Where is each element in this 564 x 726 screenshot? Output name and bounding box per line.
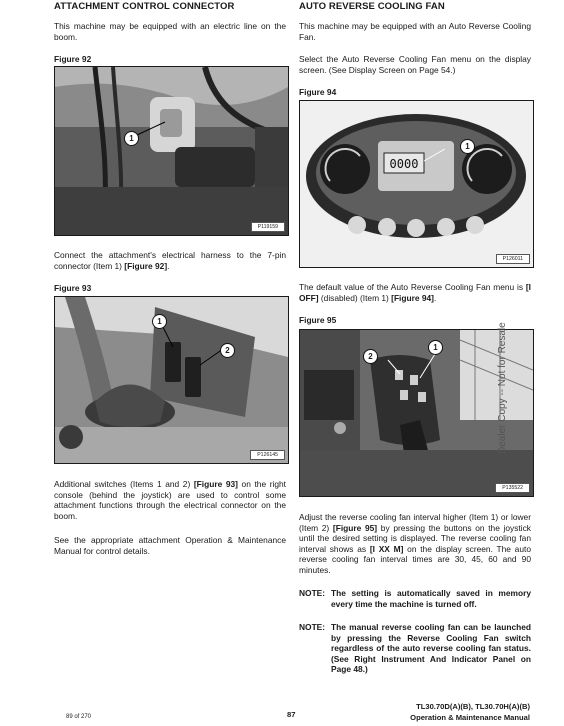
default-text-1: The default value of the Auto Reverse Cooling Fan menu is	[299, 282, 526, 292]
pdf-page-counter: 89 of 270	[66, 714, 92, 720]
dealer-copy-watermark: Dealer Copy -- Not for Resale	[497, 322, 508, 454]
figure-92-label: Figure 92	[54, 54, 92, 64]
section-heading-attachment-connector: ATTACHMENT CONTROL CONNECTOR	[54, 1, 235, 12]
select-menu-text: Select the Auto Reverse Cooling Fan menu on the display screen. (See Display Screen on Page 54.)	[299, 54, 531, 75]
display-readout: 0000	[389, 157, 419, 171]
note-1-text: The setting is automatically saved in memory every time the machine is turned off.	[331, 588, 531, 609]
figure-93-label: Figure 93	[54, 283, 92, 293]
see-manual-text: See the appropriate attachment Operation & Maintenance Manual for control details.	[54, 535, 286, 556]
console-switches-illustration	[55, 297, 288, 463]
fan-intro-text: This machine may be equipped with an Auto Reverse Cooling Fan.	[299, 21, 531, 42]
figure-94-label: Figure 94	[299, 87, 337, 97]
connect-harness-text	[54, 250, 286, 271]
figure-95-callout-1: 1	[428, 340, 443, 355]
connect-text: Connect the attachment's electrical harness to the 7-pin connector (Item 1)	[54, 250, 286, 271]
figure-95-callout-2: 2	[363, 349, 378, 364]
default-text-2: (disabled) (Item 1)	[318, 292, 392, 303]
default-off-value: [I OFF]	[299, 282, 531, 303]
note-2-text: The manual reverse cooling fan can be launched by pressing the Reverse Cooling Fan switch regardless of the auto reverse cooling fan status. (See Right Instrument And Indicator Panel on Page 48.)	[331, 622, 531, 675]
figure-92-callout-1: 1	[124, 131, 139, 146]
adjust-figure-ref: [Figure 95]	[332, 522, 378, 533]
connector-photo-illustration	[55, 67, 288, 235]
adjust-text-2: by pressing the buttons on the joystick until the desired setting is displayed. The reverse cooling fan interval shows as	[299, 522, 531, 554]
figure-94-code: P126011	[496, 254, 530, 264]
additional-text-2: on the right console (behind the joystick) are used to control some attachment functions through the electrical connector on the boom.	[54, 479, 287, 521]
section-heading-auto-reverse-fan: AUTO REVERSE COOLING FAN	[299, 1, 445, 12]
figure-93-callout-2: 2	[220, 343, 235, 358]
additional-figure-ref: [Figure 93]	[193, 479, 238, 489]
figure-94-callout-1: 1	[460, 139, 475, 154]
note-2-label: NOTE:	[299, 622, 326, 632]
adjust-text-1: Adjust the reverse cooling fan interval higher (Item 1) or lower (Item 2)	[299, 512, 531, 533]
adjust-interval-text	[299, 512, 531, 576]
note-1-label: NOTE:	[299, 588, 326, 598]
additional-text-1: Additional switches (Items 1 and 2)	[54, 479, 194, 489]
figure-92-image	[54, 66, 289, 236]
figure-92-code: P119159	[251, 222, 285, 232]
adjust-interval-value: [I XX M]	[369, 543, 404, 554]
default-end: .	[433, 292, 437, 303]
note-1	[299, 588, 531, 609]
figure-93-callout-1: 1	[152, 314, 167, 329]
attachment-intro-text: This machine may be equipped with an electric line on the boom.	[54, 21, 286, 42]
display-panel-illustration	[300, 101, 533, 267]
note-2	[299, 622, 531, 675]
footer-model: TL30.70D(A)(B), TL30.70H(A)(B)	[416, 702, 530, 711]
adjust-text-3: on the display screen. The auto reverse cooling fan interval times are 30, 45, 60 and 90 minutes.	[299, 543, 531, 575]
connect-figure-ref: [Figure 92]	[124, 260, 168, 271]
figure-93-image	[54, 296, 289, 464]
figure-94-image	[299, 100, 534, 268]
default-value-text	[299, 282, 531, 303]
connect-end: .	[167, 260, 170, 271]
page-number: 87	[287, 710, 296, 719]
default-figure-ref: [Figure 94]	[391, 292, 434, 303]
footer-manual-title: Operation & Maintenance Manual	[410, 713, 530, 722]
figure-93-code: P126145	[250, 450, 285, 460]
figure-95-label: Figure 95	[299, 315, 337, 325]
additional-switches-text	[54, 479, 286, 521]
figure-95-code: P135522	[495, 483, 530, 493]
